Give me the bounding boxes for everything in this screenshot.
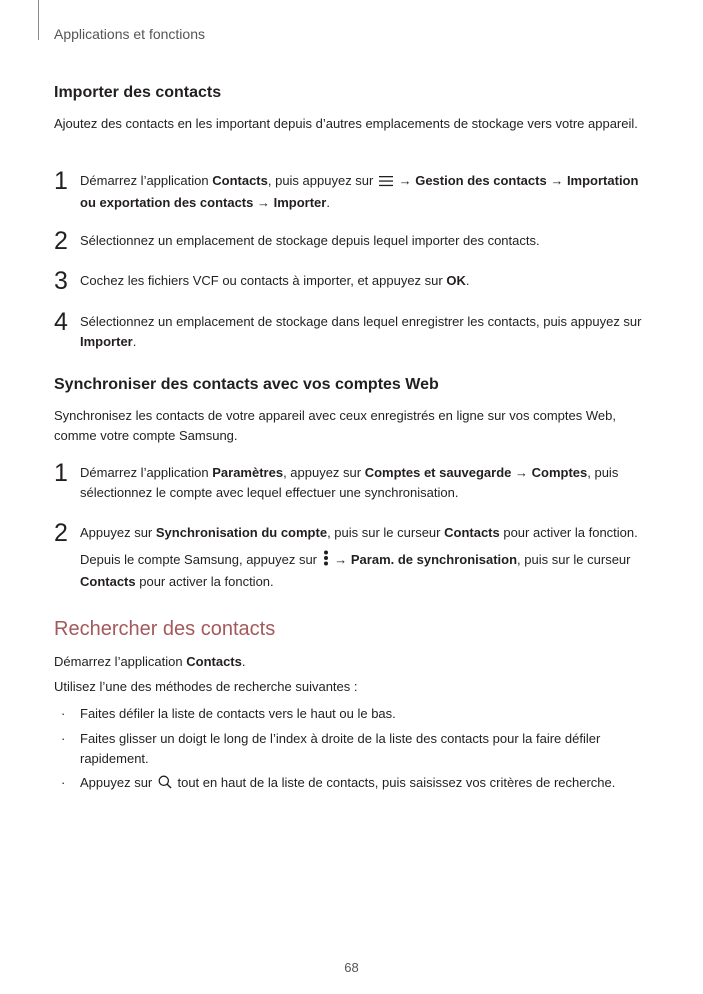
step-number: 3 — [54, 267, 68, 295]
step-number: 2 — [54, 227, 68, 255]
bullet-text: Faites défiler la liste de contacts vers le haut ou le bas. — [80, 706, 396, 721]
bullet-text: Faites glisser un doigt le long de l’index à droite de la liste des contacts pour la faire défiler rapidement. — [80, 731, 601, 766]
search-line-2: Utilisez l’une des méthodes de recherche suivantes : — [54, 679, 358, 694]
step-text: Démarrez l’application Paramètres, appuyez sur Comptes et sauvegarde → Comptes, puis sélectionnez le compte avec lequel effectuer une synchronisation. — [80, 465, 619, 500]
running-header: Applications et fonctions — [54, 26, 205, 42]
sync-heading: Synchroniser des contacts avec vos comptes Web — [54, 376, 439, 393]
bullet-text: Appuyez sur tout en haut de la liste de contacts, puis saisissez vos critères de recherche. — [80, 773, 650, 795]
step-text: Sélectionnez un emplacement de stockage dans lequel enregistrer les contacts, puis appuyez sur Importer. — [80, 314, 642, 349]
step-text: Démarrez l’application Contacts, puis appuyez sur → Gestion des contacts → Importation ou exportation des contacts → Importer. — [80, 173, 639, 210]
bullet-dot: · — [61, 706, 66, 721]
sync-intro: Synchronisez les contacts de votre appareil avec ceux enregistrés en ligne sur vos comptes Web, comme votre compte Samsung. — [54, 408, 616, 443]
import-heading: Importer des contacts — [54, 84, 222, 101]
bullet-dot: · — [61, 775, 66, 790]
step-subtext: Depuis le compte Samsung, appuyez sur → Param. de synchronisation, puis sur le curseur Contacts pour activer la fonction. — [80, 552, 631, 589]
step-number: 1 — [54, 167, 68, 195]
search-line-1: Démarrez l’application Contacts. — [54, 654, 246, 669]
header-divider — [38, 0, 39, 40]
bullet-dot: · — [61, 731, 66, 746]
search-heading: Rechercher des contacts — [54, 618, 276, 640]
step-text: Cochez les fichiers VCF ou contacts à importer, et appuyez sur OK. — [80, 273, 470, 288]
page-number: 68 — [344, 960, 359, 975]
step-number: 1 — [54, 459, 68, 487]
step-text: Sélectionnez un emplacement de stockage depuis lequel importer des contacts. — [80, 233, 540, 248]
menu-icon — [379, 173, 393, 193]
step-text: Appuyez sur Synchronisation du compte, puis sur le curseur Contacts pour activer la fonction. — [80, 525, 638, 540]
import-intro: Ajoutez des contacts en les important depuis d’autres emplacements de stockage vers votre appareil. — [54, 116, 638, 131]
step-number: 2 — [54, 519, 68, 547]
step-number: 4 — [54, 308, 68, 336]
more-options-icon — [323, 550, 329, 572]
search-icon — [158, 775, 172, 795]
